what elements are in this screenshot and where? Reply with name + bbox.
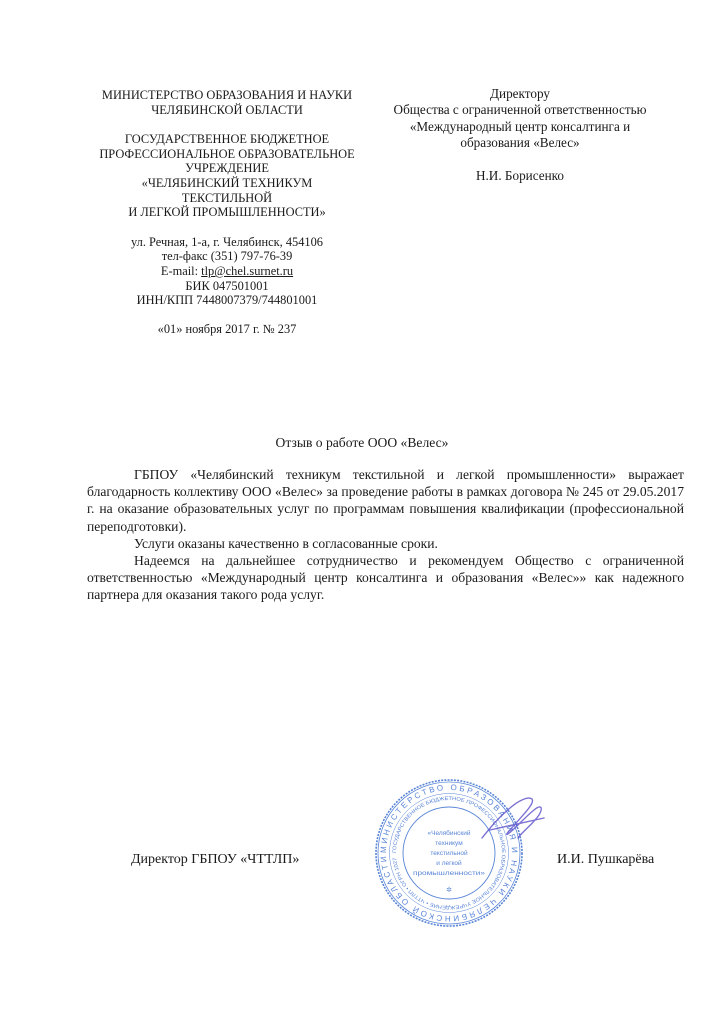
handwritten-signature [476, 792, 552, 848]
institution-name-line3: УЧРЕЖДЕНИЕ [185, 161, 269, 176]
recipient-header [370, 86, 670, 184]
sender-bik: БИК 047501001 [185, 278, 269, 293]
letter-date-number: «01» ноября 2017 г. № 237 [157, 321, 297, 336]
sender-phone: тел-факс (351) 797-76-39 [161, 249, 293, 264]
stamp-outer-text: МИНИСТЕРСТВО ОБРАЗОВАНИЯ И НАУКИ ЧЕЛЯБИНСКОЙ ОБЛАСТИ [378, 782, 520, 924]
stamp-inner-text: ГОСУДАРСТВЕННОЕ БЮДЖЕТНОЕ ПРОФЕССИОНАЛЬНОЕ ОБРАЗОВАТЕЛЬНОЕ УЧРЕЖДЕНИЕ • ЧТТЛП • ОГРН 1027 [391, 795, 507, 911]
body-paragraph: Надеемся на дальнейшее сотрудничество и рекомендуем Общество с ограниченной ответственностью «Международный центр консалтинга и образования «Велес»» как надежного партнера для оказания такого рода услуг. [87, 553, 684, 603]
institution-name-line1: ГОСУДАРСТВЕННОЕ БЮДЖЕТНОЕ [124, 132, 330, 147]
document-title: Отзыв о работе ООО «Велес» [275, 435, 449, 450]
stamp-center-line: и легкой [436, 860, 462, 867]
institution-name-line2: ПРОФЕССИОНАЛЬНОЕ ОБРАЗОВАТЕЛЬНОЕ [99, 146, 355, 161]
stamp-center-line: техникум [435, 840, 463, 847]
recipient-org-line3: образования «Велес» [460, 135, 580, 151]
recipient-org-line2: «Международный центр консалтинга и [409, 118, 631, 134]
stamp-center-line: промышленности» [413, 871, 486, 877]
signatory-name: И.И. Пушкарёва [557, 852, 655, 867]
email-label: E-mail: [160, 263, 202, 278]
institution-name-line5: И ЛЕГКОЙ ПРОМЫШЛЕННОСТИ» [128, 205, 326, 220]
ministry-name-line1: МИНИСТЕРСТВО ОБРАЗОВАНИЯ И НАУКИ [101, 88, 353, 102]
institution-name-line4: «ЧЕЛЯБИНСКИЙ ТЕХНИКУМ ТЕКСТИЛЬНОЙ [141, 175, 313, 205]
signatory-title: Директор ГБПОУ «ЧТТЛП» [131, 852, 300, 867]
letter-body [87, 466, 684, 604]
recipient-position: Директору [490, 86, 550, 101]
body-paragraph: ГБПОУ «Челябинский техникум текстильной и легкой промышленности» выражает благодарность коллективу ООО «Велес» за проведение работы в рамках договора № 245 от 29.05.2017 г. на оказание образовательных услуг по программам повышения квалификации (профессиональной переподготовки). [87, 467, 684, 534]
recipient-name: Н.И. Борисенко [475, 167, 564, 183]
ministry-name-line2: ЧЕЛЯБИНСКОЙ ОБЛАСТИ [151, 102, 303, 117]
stamp-center-line: текстильной [430, 850, 468, 857]
body-paragraph: Услуги оказаны качественно в согласованные сроки. [134, 535, 438, 551]
email-link[interactable]: tlp@chel.surnet.ru [201, 263, 294, 278]
sender-address: ул. Речная, 1-а, г. Челябинск, 454106 [131, 234, 323, 249]
sender-inn-kpp: ИНН/КПП 7448007379/744801001 [136, 293, 318, 308]
stamp-center-line: «Челябинский [427, 830, 471, 837]
sender-header [96, 88, 358, 336]
sender-email-line [96, 264, 358, 279]
stamp-star-icon: ✲ [446, 887, 452, 894]
recipient-org-line1: Общества с ограниченной ответственностью [393, 102, 647, 118]
